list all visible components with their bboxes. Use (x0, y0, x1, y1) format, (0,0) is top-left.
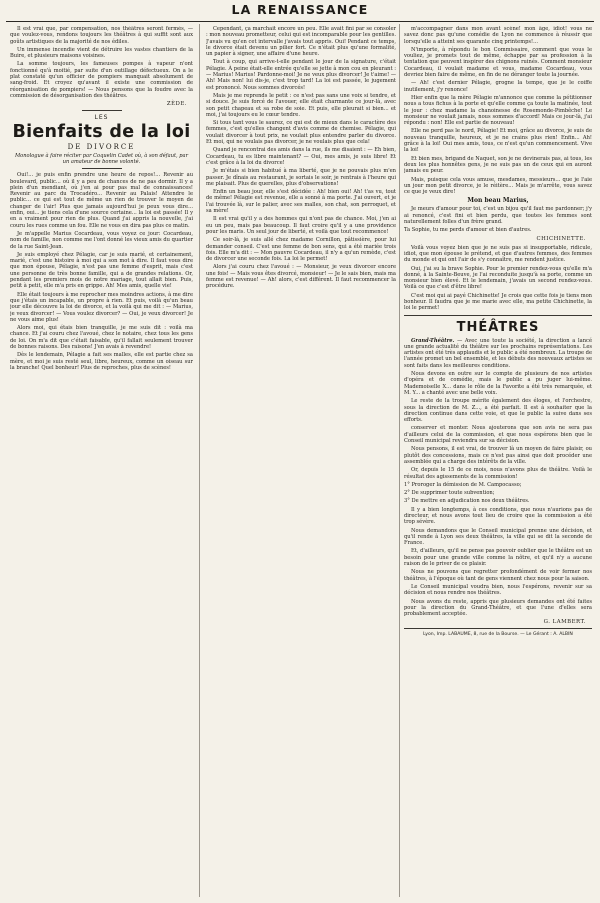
column-1 (10, 26, 193, 897)
paragraph: Enfin un beau jour, elle s'est décidée : Ah! bien oui! Ah! t'as vu, tout de même! Pélagie est revenue, elle a sonné à ma porte. J'ai ouvert, et je l'ai trouvée là, sur le palier, avec ses malles, son chat, son perroquet, et sa mère! (206, 189, 396, 215)
divider (404, 315, 592, 316)
masthead (6, 1, 594, 22)
paragraph: C'est moi qui ai payé Chichinette! Je crois que cette fois je tiens mon bonheur. Il faudra que je me marie avec elle, ma petite Chichinette, la loi le permet! (404, 292, 592, 312)
paragraph: Dès le lendemain, Pélagie a fait ses malles, elle est partie chez sa mère, et moi je suis resté seul, libre, heureux, comme un oiseau sur la branche! Quel bonheur! Plus de reproches, plus de scènes! (10, 352, 193, 371)
paragraph: Mais, puisque cela vous amuse, mesdames, messieurs... que je l'aie un jour mon petit divorce, je le réitère... Mais je m'arrête, vous savez ce que je veux dire! (404, 176, 592, 196)
paragraph: Alors j'ai couru chez l'avoué : — Monsieur, je veux divorcer encore une fois! — Mais vous êtes divorcé, monsieur! — Je le sais bien, mais ma femme est revenue! — Ah! alors, c'est différent. Il faut recommencer la procédure. (206, 264, 396, 290)
signature: G. LAMBERT. (543, 619, 586, 626)
masthead-title: LA RENAISSANCE (231, 2, 369, 17)
theatre-name: Grand-Théâtre. (411, 337, 455, 344)
paragraph: Voilà vous voyez bien que je ne suis pas si insupportable, ridicule, idiot, que mon épouse le prétend, et que d'autres femmes, des femmes du monde et qui ont l'air de s'y connaître, me rendent justice. (404, 244, 592, 264)
divider (82, 110, 122, 111)
section-heading-theatres: THÉÂTRES (456, 319, 540, 335)
paragraph: Nous devons en outre sur le compte de plusieurs de nos artistes d'opéra et de comédie, mais le public a pu juger lui-même. Mademoiselle X... dans le rôle de la Favorite a été très remarquée, et M. Y... a chanté avec une belle voix. (404, 371, 592, 396)
paragraph: Oui!... je puis enfin prendre une heure de repos!... Revenir au boulevard, public... où il y a peu de chances de ne pas dormir. Il y a plein d'un mendiant, où j'en ai pour pas mal de connaissances! Revenir au parc du Trocadéro... Revenir au Palais! Attendre le public... ce qui est tout de même un rien de trouver le moyen de changer de l'air! Plus que jamais aujourd'hui je peux vous dire... enfin, oui... je tiens cela d'une source certaine... la loi est passée! Il y en a vraiment pour rien de plus. Quand j'ai appris la nouvelle, j'ai couru les rues comme un fou. Elle ne vous en dira pas plus ce matin. (10, 172, 193, 229)
paragraph: N'importe, à répondu le bon Commissaire, comment que vous le vouliez, je promets tout de même, échappe par sa profession à la tentation que peuvent inspirer des chignons ruinés. Comment monsieur Cocardeau, il voulait madame et vous, madame Cocardeau, vous devriez bien faire de même, en fin de ne déranger toute la journée. (404, 46, 592, 79)
paragraph: Nous avons du reste, appris que plusieurs demandes ont été faites pour la direction du Grand-Théâtre, et que l'une d'elles sera probablement acceptée. (404, 598, 592, 618)
paragraph: La somme toujours, les fameuses pompes à vapeur n'ont fonctionné qu'à moitié, par suite d'un outillage défectueux. On a le plat constaté qu'un officier de pompiers manquait absolument de sang-froid. Et croyez qu'avant il existe une commission de réorganisation de pompiers! — Nous pensons que la foudre avec la commission de désorganisation des théâtres. (10, 61, 193, 99)
column-divider (199, 24, 200, 897)
signature: CHICHINETTE. (536, 235, 586, 242)
column-2 (206, 26, 396, 897)
paragraph: conserver et monter. Nous ajouterons que son avis ne sera pas d'ailleurs celui de la commission, et que nous espérons bien que le Conseil municipal reviendra sur sa décision. (404, 425, 592, 445)
paragraph: Et bien mes, brigand de Naquet, son je ne devinerais pas, ai tous, les deux les plus honnêtes gens, je ne suis pas un de ceux qui en auront jamais eu peur. (404, 155, 592, 175)
paragraph: Alors moi, qui étais bien tranquille, je me suis dit : voilà ma chance. Et j'ai couru chez l'avoué, chez le notaire, chez tous les gens de loi. On m'a dit que c'était faisable, qu'il fallait seulement trouver de bonnes raisons. Des raisons! J'en avais à revendre! (10, 325, 193, 350)
paragraph: — Avec une toute la société, la direction a lancé une grande actualité du théâtre sur les prochains représentations. Les artistes ont été très applaudis et le public a été nombreux. La troupe de l'année promet un bel ensemble, et les débuts des nouveaux artistes se sont faits dans les meilleures conditions. (404, 337, 592, 369)
printer-imprint: Lyon, Imp. LABAUME, 8, rue de la Bourse. — Le Gérant : A. ALBIN (423, 632, 573, 638)
paragraph: — Ah! c'est dernier Pélagie, grogne la tempe, que je le coiffe inutilement, j'y renonce! (404, 80, 592, 93)
paragraph: Si tous tant vous le saurez, ce qui est de mieux dans le caractère des femmes, c'est qu'elles changent d'avis comme de chemise. Pélagie, qui voulait divorcer à tout prix, ne voulait plus entendre parler du divorce. Et moi, qui ne voulais pas divorcer, je ne voulais plus que cela! (206, 120, 396, 146)
paragraph: Elle était toujours à me reprocher mes moindres actions, à me dire que j'étais un incapable, un propre à rien. Et puis, voilà qu'un beau jour elle découvre la loi de divorce, et la voilà qui me dit : — Marius, je veux divorcer! — Vous voulez divorcer? — Oui, je veux divorcer! Je ne vous aime plus! (10, 291, 193, 323)
paragraph: Nous demandons que le Conseil municipal prenne une décision, et qu'il rende à Lyon ses deux théâtres, la ville qui se dit la seconde de France. (404, 527, 592, 547)
paragraph: Nous ne pouvons que regretter profondément de voir fermer nos théâtres, à l'époque où tant de gens viennent chez nous pour la saison. (404, 569, 592, 582)
list-item: 3° De mettre en adjudication nos deux théâtres. (404, 498, 530, 505)
letter-salutation: Mon beau Marius, (467, 197, 529, 205)
divider (404, 628, 592, 629)
paragraph: Je suis employé chez Pélagie, car je suis marié, et certainement, marié, c'est une histoire à moi qui a son mot à dire. Il faut vous dire que mon épouse, Pélagie, n'est pas une femme d'esprit, mais c'est une personne de très bonne famille, qui a de grandes relations. Or, pendant les premiers mois de notre mariage, tout allait bien. Puis, petit à petit, elle m'a pris en grippe. Ah! Mes amis, quelle vie! (10, 251, 193, 290)
paragraph: Un immense incendie vient de détruire les vastes chantiers de la Buire, et plusieurs maisons voisines. (10, 46, 193, 60)
paragraph: Or, depuis le 15 de ce mois, nous n'avons plus de théâtre. Voilà le résultat des agissements de la commission! (404, 467, 592, 480)
article-title: Bienfaits de la loi (12, 122, 191, 143)
paragraph: Je m'étais si bien habitué à ma liberté, que je ne pouvais plus m'en passer. Je dînais au restaurant, je sortais le soir, je rentrais à l'heure qui me plaisait. Plus de querelles, plus d'observations! (206, 168, 396, 187)
article-subtitle: DE DIVORCE (67, 143, 136, 152)
article-kicker: LES (94, 114, 109, 122)
paragraph: Il est vrai qu'il y a des hommes qui n'ont pas de chance. Moi, j'en ai eu un peu, mais pas beaucoup. Il faut croire qu'il y a une providence pour les maris. Un seul jour de liberté, et voilà que tout recommence! (206, 216, 396, 235)
paragraph: Quand je rencontrai des amis dans la rue, ils me disaient : — Eh bien, Cocardeau, tu es libre maintenant? — Oui, mes amis, je suis libre! Et c'est grâce à la loi du divorce! (206, 147, 396, 166)
article-deck: Monologue à faire réciter par Coquelin Cadet où, à son défaut, par un amateur de bonne volonté. (14, 153, 189, 166)
paragraph: Il y a bien longtemps, à ces conditions, que nous n'aurions pas de directeur, et nous avons tout lieu de croire que la commission a été trop sévère. (404, 506, 592, 526)
paragraph: Tout à coup, qui arrive-t-elle pendant le jour de la signature, c'était Pélagie. À peine était-elle entrée qu'elle se jette à mon cou en pleurant : — Marius! Marius! Pardonne-moi! Je ne veux plus divorcer! Je t'aime! — Ah! Mais non! lui dis-je, c'est trop tard! La loi est passée, le jugement est prononcé. Nous sommes divorcés! (206, 59, 396, 91)
paragraph: Et, d'ailleurs, qu'il ne pense pas pouvoir oublier que le théâtre est un besoin pour une grande ville comme la nôtre, et qu'il n'y a aucune raison de le priver de ce plaisir. (404, 548, 592, 568)
column-3 (404, 26, 592, 897)
paragraph: Hier enfin que la mère Pélagie m'annonce que comme la pétitionner nous a tous fichus à la porte et qu'elle comme ça toute la matinée, tout le jour : chez madame la chanoinesse de Rosemonde-Pimbêche! Le monsieur ne voulait jamais, nous sommes d'accord! Mais ce jour-là, j'ai répondu : non! Elle est partie de nouveau! (404, 94, 592, 127)
paragraph: m'accompagner dans mon avant scène! mon âge, idiot! vous ne savez donc pas qu'une comédie de Lyon ne commence à réussir que lorsqu'elle a atteint ses quarante cinq printemps!... (404, 26, 592, 45)
paragraph: Oui, j'ai su la brave Sophie. Pour le premier rendez-vous qu'elle m'a donné, à la Sainte-Beuve, je l'ai reconduite jusqu'à sa porte, comme un monsieur bien élevé. Et le lendemain, j'avais un second rendez-vous. Voilà ce que c'est d'être libre! (404, 265, 592, 291)
column-divider (399, 24, 400, 897)
paragraph: Mais je me reprends le petit : ce n'est pas sans une voix si tendre, et si douce. Je suis forcé de l'avouer, elle était charmante ce jour-là, avec son petit chapeau et sa robe de soie. Et puis, elle pleurait si bien... et moi, j'ai toujours eu le cœur tendre. (206, 92, 396, 118)
paragraph: Je m'appelle Marius Cocardeau, vous voyez ce jour: Cocardeau, nom de famille, non comme me l'ont donné les vieux amis du quartier de la rue Saint-Jean. (10, 230, 193, 250)
divider (82, 168, 122, 169)
list-item: 1° Proroger la démission de M. Campocasso; (404, 481, 522, 488)
paragraph: Elle ne perd pas le nord, Pélagie! Et moi, grâce au divorce, je suis de nouveau tranquille, heureux, et je ne crains plus rien! Enfin... Ah! grâce à la loi! Oui mes amis, tous, ce n'est qu'un commencement. Vive la loi! (404, 128, 592, 154)
signature: ZÈDE. (166, 101, 187, 108)
paragraph: Nous pensons, il est vrai, de trouver là un moyen de faire plaisir, ou plutôt des concessions, mais ce n'est pas ainsi que doit procéder une assemblée qui a charge des intérêts de la ville. (404, 446, 592, 465)
paragraph: Le reste de la troupe mérite également des éloges, et l'orchestre, sous la direction de M. Z..., a été parfait. Il est à souhaiter que la direction continue dans cette voie, et que le public la suive dans ses efforts. (404, 398, 592, 424)
letter-body: Je meurs d'amour pour toi, c'est un bijou qu'il faut me pardonner; j'y ai renoncé, c'est fini et bien perdu, que toutes les femmes sont naturellement folles d'un frère grand. (404, 206, 592, 226)
paragraph: Le Conseil municipal voudra bien, nous l'espérons, revenir sur sa décision et nous rendre nos théâtres. (404, 583, 592, 597)
list-item: 2° De supprimer toute subvention; (404, 490, 495, 497)
paragraph: Ce soir-là, je suis allé chez madame Cornillon, pâtissière, pour lui demander conseil. C'est une femme de bon sens, qui a été mariée trois fois. Elle m'a dit : — Mon pauvre Cocardeau, il n'y a qu'un remède, c'est de divorcer une seconde fois. La loi le permet! (206, 237, 396, 263)
letter-body: Ta Sophie, tu me perds d'amour et bien d'autres. (404, 227, 532, 234)
paragraph: Cependant, ça marchait encore un peu. Elle avait fini par se consoler : mon nouveau prometteur, celui qui est incomparable pour les gentilles. J'avais vu qu'en cet intervalle j'avais tout appris. Oui! Pendant ce temps, le divorce était devenu un pilier fort. Ce n'était plus qu'une formalité, un papier à signer, une affaire d'une heure. (206, 26, 396, 58)
paragraph: Il est vrai que, par compensation, nos théâtres seront fermés, — que voulez-vous, rendons toujours les théâtres à qui suffit sont aux goûts artistiques de la majorité de nos édiles. (10, 26, 193, 45)
